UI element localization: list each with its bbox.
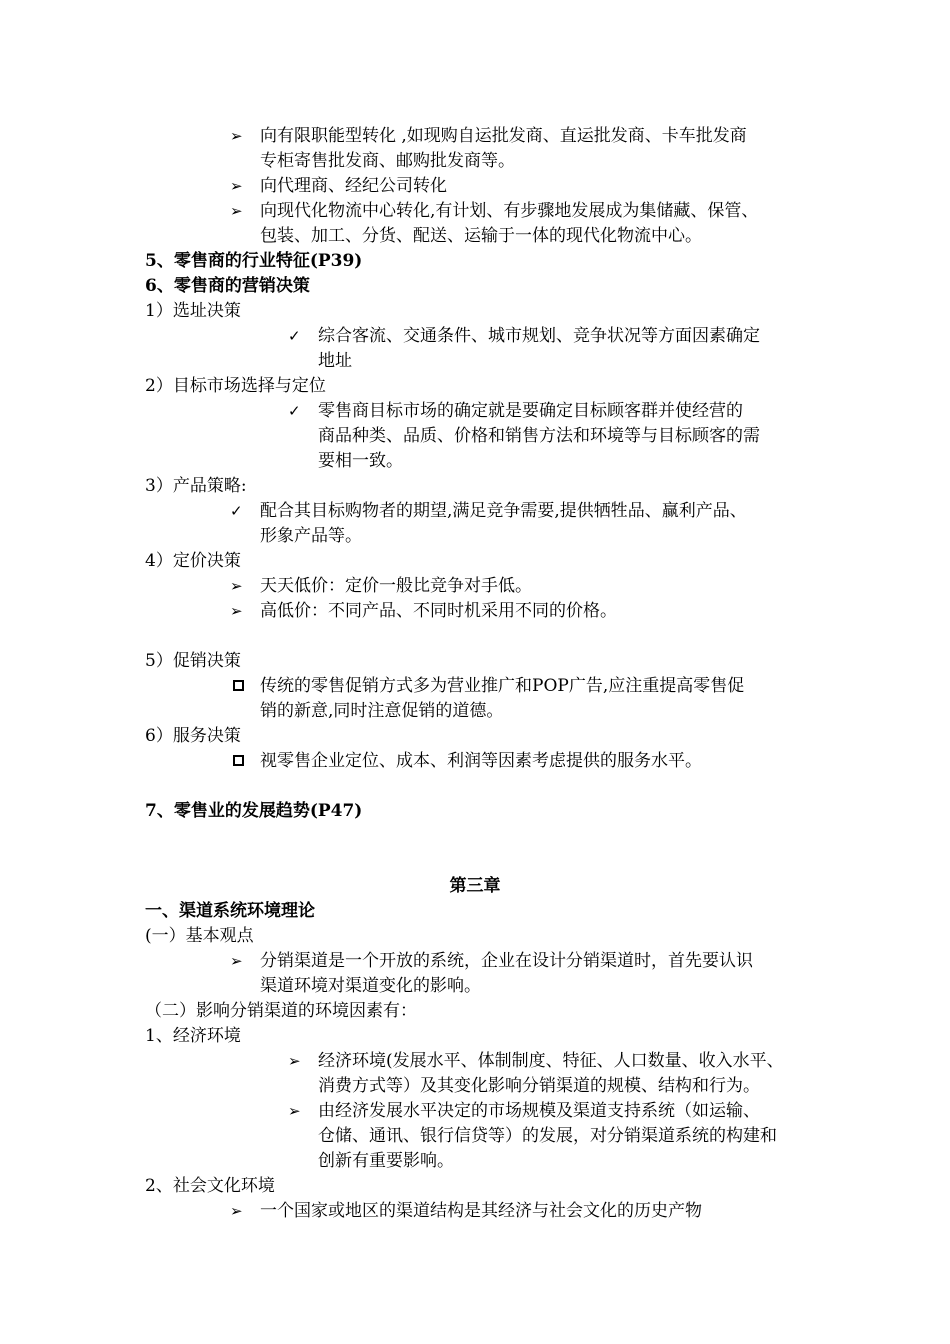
bullet-text: 一个国家或地区的渠道结构是其经济与社会文化的历史产物	[260, 1201, 702, 1221]
arrow-bullet-icon: ➢	[288, 1052, 301, 1070]
bullet-text: 向现代化物流中心转化,有计划、有步骤地发展成为集储藏、保管、	[260, 201, 759, 221]
section-heading: 6、零售商的营销决策	[145, 276, 310, 296]
bullet-text: 向代理商、经纪公司转化	[260, 176, 447, 196]
square-bullet-icon	[233, 680, 244, 691]
subsection-heading: 6）服务决策	[145, 726, 241, 746]
bullet-text: 仓储、通讯、银行信贷等）的发展，对分销渠道系统的构建和	[318, 1126, 777, 1146]
bullet-text: 地址	[318, 351, 352, 371]
arrow-bullet-icon: ➢	[230, 1202, 243, 1220]
bullet-text: 包装、加工、分货、配送、运输于一体的现代化物流中心。	[260, 226, 702, 246]
bullet-text: 高低价：不同产品、不同时机采用不同的价格。	[260, 601, 617, 621]
chapter-title: 第三章	[449, 876, 501, 896]
check-bullet-icon: ✓	[288, 402, 301, 420]
part-heading: 一、渠道系统环境理论	[145, 901, 315, 921]
bullet-text: 创新有重要影响。	[318, 1151, 454, 1171]
subsection-heading: （二）影响分销渠道的环境因素有：	[145, 1001, 417, 1021]
bullet-text: 由经济发展水平决定的市场规模及渠道支持系统（如运输、	[318, 1101, 760, 1121]
arrow-bullet-icon: ➢	[230, 202, 243, 220]
bullet-text: 传统的零售促销方式多为营业推广和POP广告,应注重提高零售促	[260, 676, 745, 696]
arrow-bullet-icon: ➢	[230, 177, 243, 195]
subsection-heading: 3）产品策略:	[145, 476, 247, 496]
subsection-heading: 1、经济环境	[145, 1026, 241, 1046]
arrow-bullet-icon: ➢	[230, 952, 243, 970]
bullet-text: 分销渠道是一个开放的系统，企业在设计分销渠道时，首先要认识	[260, 951, 753, 971]
bullet-text: 配合其目标购物者的期望,满足竞争需要,提供牺牲品、赢利产品、	[260, 501, 747, 521]
subsection-heading: 5）促销决策	[145, 651, 241, 671]
bullet-text: 销的新意,同时注意促销的道德。	[260, 701, 504, 721]
arrow-bullet-icon: ➢	[230, 577, 243, 595]
bullet-text: 视零售企业定位、成本、利润等因素考虑提供的服务水平。	[260, 751, 702, 771]
arrow-bullet-icon: ➢	[288, 1102, 301, 1120]
bullet-text: 商品种类、品质、价格和销售方法和环境等与目标顾客的需	[318, 426, 760, 446]
bullet-text: 渠道环境对渠道变化的影响。	[260, 976, 481, 996]
bullet-text: 专柜寄售批发商、邮购批发商等。	[260, 151, 515, 171]
arrow-bullet-icon: ➢	[230, 127, 243, 145]
arrow-bullet-icon: ➢	[230, 602, 243, 620]
subsection-heading: 4）定价决策	[145, 551, 241, 571]
bullet-text: 综合客流、交通条件、城市规划、竞争状况等方面因素确定	[318, 326, 760, 346]
subsection-heading: (一）基本观点	[145, 926, 254, 946]
check-bullet-icon: ✓	[230, 502, 243, 520]
bullet-text: 形象产品等。	[260, 526, 362, 546]
bullet-text: 天天低价：定价一般比竞争对手低。	[260, 576, 532, 596]
section-heading: 5、零售商的行业特征(P39)	[145, 251, 363, 271]
bullet-text: 经济环境(发展水平、体制制度、特征、人口数量、收入水平、	[318, 1051, 784, 1071]
subsection-heading: 1）选址决策	[145, 301, 241, 321]
check-bullet-icon: ✓	[288, 327, 301, 345]
square-bullet-icon	[233, 755, 244, 766]
bullet-text: 消费方式等）及其变化影响分销渠道的规模、结构和行为。	[318, 1076, 760, 1096]
bullet-text: 零售商目标市场的确定就是要确定目标顾客群并使经营的	[318, 401, 743, 421]
subsection-heading: 2、社会文化环境	[145, 1176, 275, 1196]
bullet-text: 要相一致。	[318, 451, 403, 471]
bullet-text: 向有限职能型转化 ,如现购自运批发商、直运批发商、卡车批发商	[260, 126, 747, 146]
subsection-heading: 2）目标市场选择与定位	[145, 376, 326, 396]
section-heading: 7、零售业的发展趋势(P47)	[145, 801, 363, 821]
